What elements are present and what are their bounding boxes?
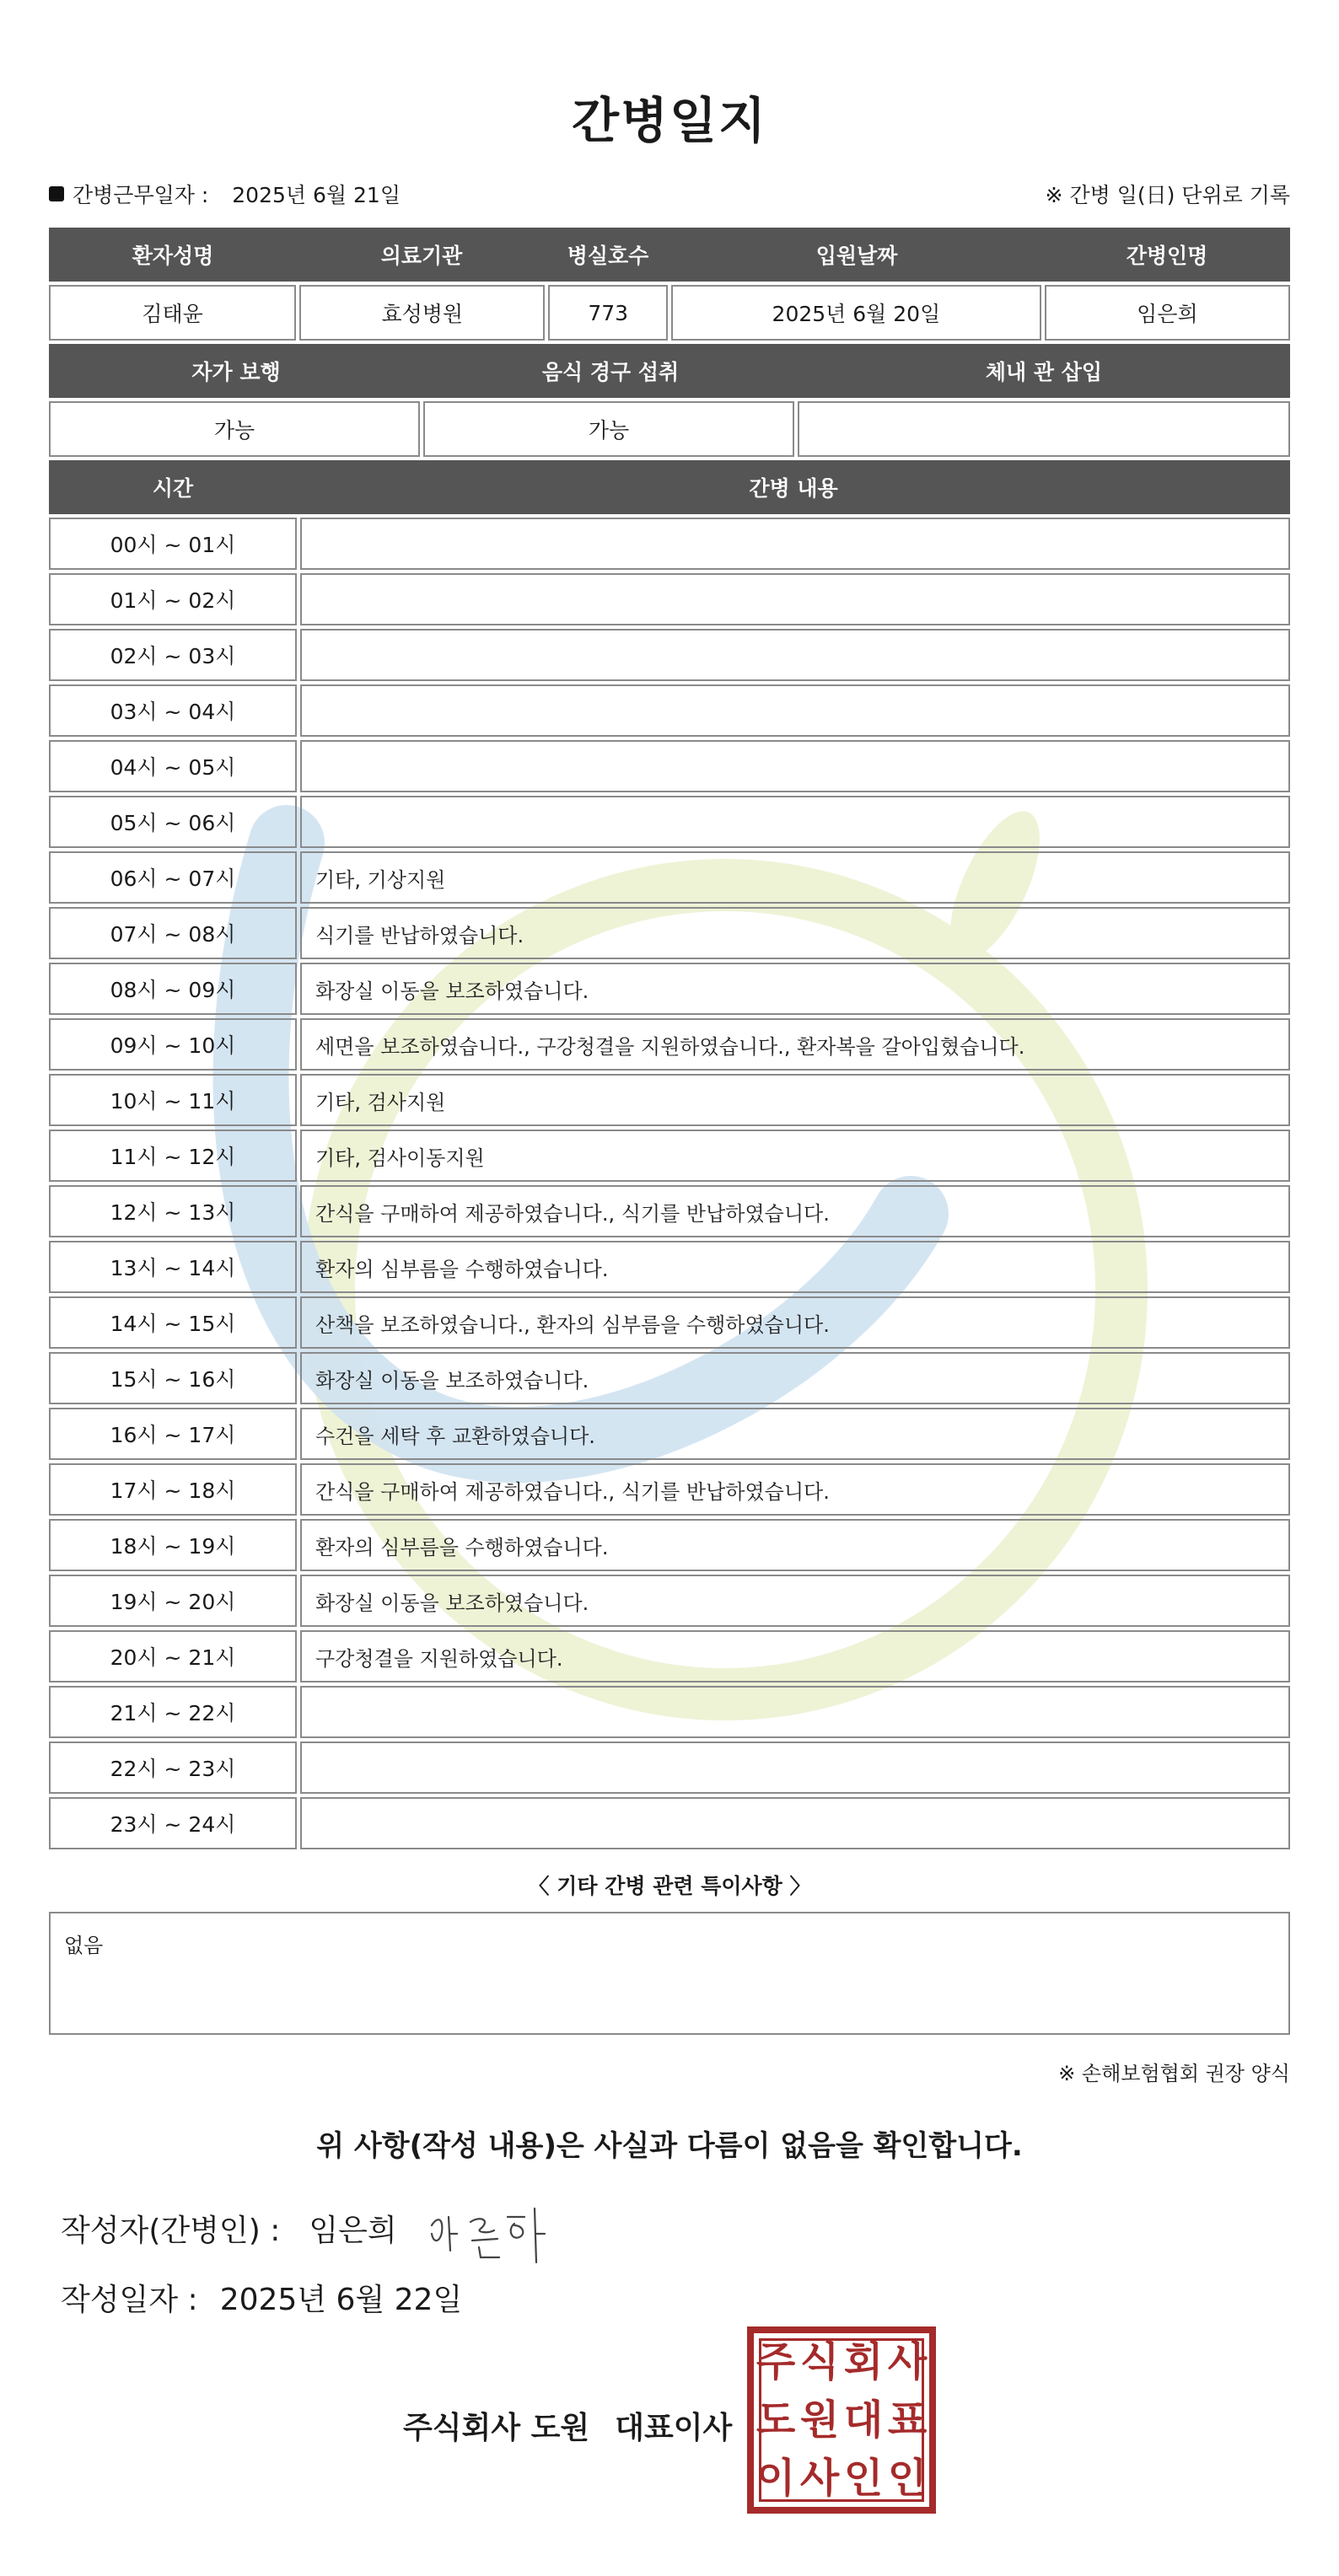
seal-glyphs bbox=[754, 2333, 929, 2507]
care-log-content: 기타, 검사지원 bbox=[300, 1074, 1290, 1126]
seal-glyph: 사 bbox=[799, 2454, 840, 2502]
care-log-time: 03시 ~ 04시 bbox=[49, 684, 297, 737]
seal-glyph: 이 bbox=[756, 2454, 796, 2502]
company-line bbox=[403, 2404, 732, 2447]
care-log-time: 18시 ~ 19시 bbox=[49, 1519, 297, 1571]
tube-value bbox=[798, 401, 1290, 457]
work-date bbox=[49, 179, 401, 209]
admission-date: 2025년 6월 20일 bbox=[671, 285, 1041, 341]
walking-value: 가능 bbox=[49, 401, 420, 457]
confirmation-statement: 위 사항(작성 내용)은 사실과 다름이 없음을 확인합니다. bbox=[316, 2129, 1023, 2163]
care-log-time: 23시 ~ 24시 bbox=[49, 1797, 297, 1849]
notes-box: 없음 bbox=[49, 1912, 1290, 2035]
condition-values bbox=[49, 401, 1290, 457]
seal-glyph: 인 bbox=[843, 2454, 884, 2502]
company-title: 대표이사 bbox=[615, 2411, 733, 2445]
hospital-name: 효성병원 bbox=[299, 285, 545, 341]
header-time: 시간 bbox=[152, 476, 194, 501]
header-oral-intake: 음식 경구 섭취 bbox=[541, 360, 680, 384]
care-log-row bbox=[49, 1241, 1290, 1293]
care-log-time: 22시 ~ 23시 bbox=[49, 1741, 297, 1794]
bullet-square-icon bbox=[49, 186, 64, 201]
care-log-content: 환자의 심부름을 수행하였습니다. bbox=[300, 1519, 1290, 1571]
care-log-time: 01시 ~ 02시 bbox=[49, 573, 297, 625]
care-log-time: 02시 ~ 03시 bbox=[49, 629, 297, 681]
handwritten-signature bbox=[420, 2192, 563, 2267]
care-log-time: 14시 ~ 15시 bbox=[49, 1296, 297, 1349]
care-log-row bbox=[49, 1352, 1290, 1404]
seal-glyph: 인 bbox=[887, 2454, 928, 2502]
care-log-time: 10시 ~ 11시 bbox=[49, 1074, 297, 1126]
writer-name: 임은희 bbox=[309, 2214, 397, 2248]
work-date-value: 2025년 6월 21일 bbox=[232, 183, 401, 207]
notes-title: 〈 기타 간병 관련 특이사항 〉 bbox=[528, 1874, 811, 1898]
care-log-time: 12시 ~ 13시 bbox=[49, 1185, 297, 1237]
seal-glyph: 회 bbox=[843, 2338, 884, 2386]
care-log-content: 환자의 심부름을 수행하였습니다. bbox=[300, 1241, 1290, 1293]
patient-info-header bbox=[49, 228, 1290, 282]
care-log-row bbox=[49, 629, 1290, 681]
written-date-value: 2025년 6월 22일 bbox=[219, 2283, 463, 2317]
condition-header bbox=[49, 344, 1290, 398]
form-note: ※ 손해보험협회 권장 양식 bbox=[1058, 2062, 1290, 2085]
seal-glyph: 주 bbox=[756, 2338, 796, 2386]
care-log-content: 산책을 보조하였습니다., 환자의 심부름을 수행하였습니다. bbox=[300, 1296, 1290, 1349]
patient-name: 김태윤 bbox=[49, 285, 296, 341]
patient-condition-table bbox=[49, 344, 1290, 457]
seal-glyph: 원 bbox=[799, 2396, 840, 2444]
seal-glyph: 표 bbox=[887, 2396, 928, 2444]
seal-glyph: 대 bbox=[843, 2396, 884, 2444]
care-log-row bbox=[49, 518, 1290, 570]
care-log-row bbox=[49, 740, 1290, 792]
header-patient-name: 환자성명 bbox=[132, 244, 214, 268]
care-log-content: 구강청결을 지원하였습니다. bbox=[300, 1630, 1290, 1682]
care-log-row bbox=[49, 1463, 1290, 1516]
care-log-row bbox=[49, 907, 1290, 959]
care-log-time: 17시 ~ 18시 bbox=[49, 1463, 297, 1516]
room-number: 773 bbox=[548, 285, 668, 341]
care-log-row bbox=[49, 1074, 1290, 1126]
company-seal-stamp bbox=[747, 2326, 936, 2514]
care-log-time: 06시 ~ 07시 bbox=[49, 851, 297, 904]
care-log-row bbox=[49, 796, 1290, 848]
care-log-time: 13시 ~ 14시 bbox=[49, 1241, 297, 1293]
care-log-row bbox=[49, 1408, 1290, 1460]
written-date-label: 작성일자 : bbox=[61, 2283, 198, 2317]
care-log-time: 09시 ~ 10시 bbox=[49, 1018, 297, 1071]
care-log-content bbox=[300, 573, 1290, 625]
care-log-rows bbox=[49, 518, 1290, 1849]
care-log-time: 05시 ~ 06시 bbox=[49, 796, 297, 848]
care-log-content bbox=[300, 796, 1290, 848]
header-admission-date: 입원날짜 bbox=[815, 244, 898, 268]
patient-info-values bbox=[49, 285, 1290, 341]
care-log-row bbox=[49, 1630, 1290, 1682]
care-log-content: 수건을 세탁 후 교환하였습니다. bbox=[300, 1408, 1290, 1460]
care-log-time: 21시 ~ 22시 bbox=[49, 1686, 297, 1738]
company-name: 주식회사 도원 bbox=[403, 2411, 590, 2445]
care-log-time: 08시 ~ 09시 bbox=[49, 963, 297, 1015]
meta-row bbox=[49, 179, 1290, 212]
care-log-row bbox=[49, 1130, 1290, 1182]
header-room: 병실호수 bbox=[567, 244, 649, 268]
care-log-time: 19시 ~ 20시 bbox=[49, 1575, 297, 1627]
care-log-content: 세면을 보조하였습니다., 구강청결을 지원하였습니다., 환자복을 갈아입혔습니다. bbox=[300, 1018, 1290, 1071]
oral-intake-value: 가능 bbox=[423, 401, 794, 457]
care-log-content: 화장실 이동을 보조하였습니다. bbox=[300, 963, 1290, 1015]
patient-info-table bbox=[49, 228, 1290, 341]
care-log-content bbox=[300, 1686, 1290, 1738]
care-log-time: 15시 ~ 16시 bbox=[49, 1352, 297, 1404]
care-log-content: 화장실 이동을 보조하였습니다. bbox=[300, 1352, 1290, 1404]
caregiver-name: 임은희 bbox=[1045, 285, 1290, 341]
work-date-label: 간병근무일자 : bbox=[73, 183, 209, 207]
care-log-row bbox=[49, 684, 1290, 737]
care-log-content bbox=[300, 740, 1290, 792]
care-log-content bbox=[300, 1741, 1290, 1794]
care-log-content: 기타, 검사이동지원 bbox=[300, 1130, 1290, 1182]
care-log-time: 16시 ~ 17시 bbox=[49, 1408, 297, 1460]
care-log-table bbox=[49, 460, 1290, 1849]
care-log-row bbox=[49, 1018, 1290, 1071]
care-log-content: 기타, 기상지원 bbox=[300, 851, 1290, 904]
care-log-row bbox=[49, 1741, 1290, 1794]
header-caregiver: 간병인명 bbox=[1126, 244, 1208, 268]
seal-glyph: 식 bbox=[799, 2338, 840, 2386]
care-log-row bbox=[49, 1686, 1290, 1738]
header-tube: 체내 관 삽입 bbox=[985, 360, 1103, 384]
header-hospital: 의료기관 bbox=[380, 244, 463, 268]
seal-glyph: 사 bbox=[887, 2338, 928, 2386]
care-log-row bbox=[49, 1296, 1290, 1349]
care-log-row bbox=[49, 1185, 1290, 1237]
record-unit-note: ※ 간병 일(日) 단위로 기록 bbox=[1045, 183, 1290, 207]
care-log-content bbox=[300, 629, 1290, 681]
care-log-content bbox=[300, 1797, 1290, 1849]
page-title: 간병일지 bbox=[571, 92, 768, 149]
care-log-time: 00시 ~ 01시 bbox=[49, 518, 297, 570]
care-log-row bbox=[49, 851, 1290, 904]
care-log-row bbox=[49, 1575, 1290, 1627]
care-log-time: 07시 ~ 08시 bbox=[49, 907, 297, 959]
care-log-time: 20시 ~ 21시 bbox=[49, 1630, 297, 1682]
seal-glyph: 도 bbox=[756, 2396, 796, 2444]
care-log-content: 식기를 반납하였습니다. bbox=[300, 907, 1290, 959]
care-log-content bbox=[300, 518, 1290, 570]
writer-line bbox=[61, 2207, 397, 2250]
care-log-content: 화장실 이동을 보조하였습니다. bbox=[300, 1575, 1290, 1627]
care-log-row bbox=[49, 963, 1290, 1015]
care-log-content bbox=[300, 684, 1290, 737]
care-log-row bbox=[49, 1797, 1290, 1849]
care-log-time: 04시 ~ 05시 bbox=[49, 740, 297, 792]
care-log-row bbox=[49, 1519, 1290, 1571]
written-date-line bbox=[61, 2276, 462, 2319]
care-log-content: 간식을 구매하여 제공하였습니다., 식기를 반납하였습니다. bbox=[300, 1463, 1290, 1516]
header-care-content: 간병 내용 bbox=[749, 476, 838, 501]
writer-label: 작성자(간병인) : bbox=[61, 2214, 281, 2248]
care-log-row bbox=[49, 573, 1290, 625]
care-log-time: 11시 ~ 12시 bbox=[49, 1130, 297, 1182]
care-log-header bbox=[49, 460, 1290, 514]
header-walking: 자가 보행 bbox=[191, 360, 281, 384]
care-log-content: 간식을 구매하여 제공하였습니다., 식기를 반납하였습니다. bbox=[300, 1185, 1290, 1237]
